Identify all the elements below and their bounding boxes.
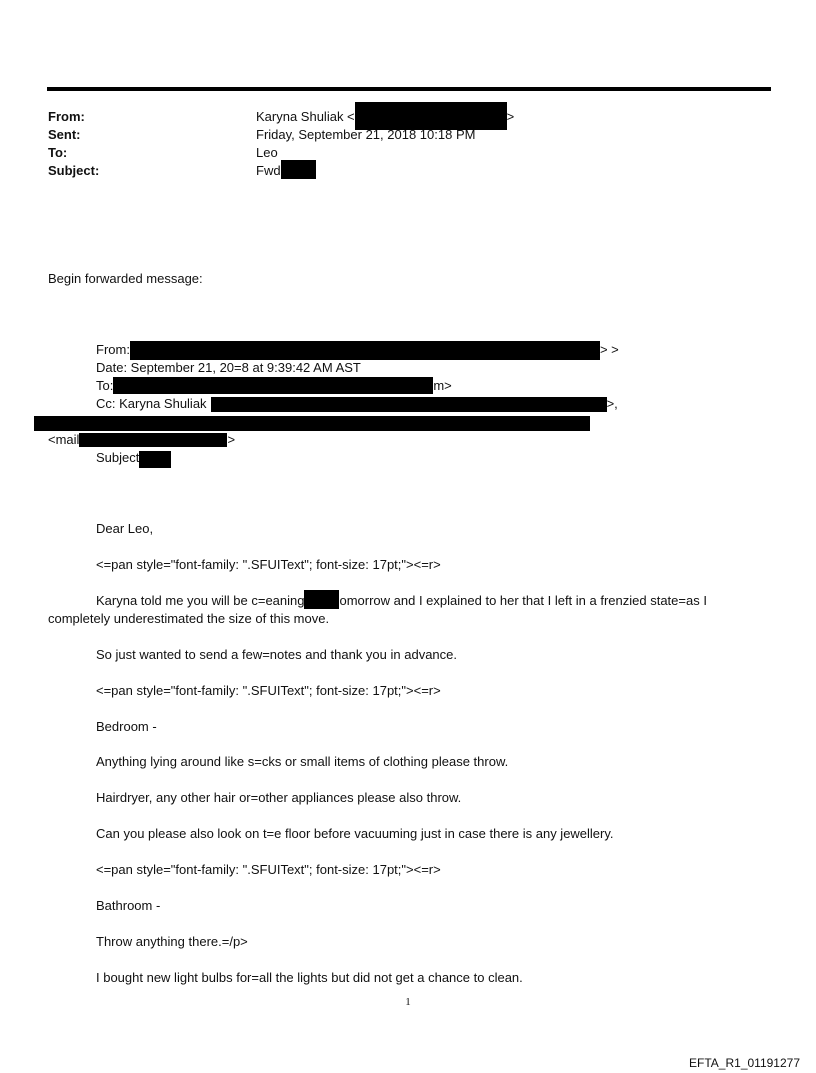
- subject-label: Subject:: [48, 163, 100, 178]
- from-name: Karyna Shuliak <: [256, 109, 355, 124]
- fw-mail-tail: >: [227, 432, 236, 447]
- greeting: Dear Leo,: [96, 521, 154, 536]
- paragraph-line: [96, 592, 707, 610]
- span-code-line: <=pan style="font-family: ".SFUIText"; font-size: 17pt;"><=r>: [96, 862, 441, 877]
- fw-cc-line: [96, 395, 618, 413]
- para1-after: omorrow and I explained to her that I left in a frenzied state=as I: [339, 593, 707, 608]
- redaction-block: [281, 160, 316, 179]
- redaction-block: [211, 397, 607, 412]
- fw-mail-prefix: <mail: [48, 432, 80, 447]
- from-label: From:: [48, 109, 85, 124]
- section-heading: Bathroom -: [96, 898, 161, 913]
- page-number: 1: [405, 996, 411, 1008]
- fw-from-label: From:: [96, 342, 130, 357]
- redaction-block: [130, 341, 600, 360]
- subject-value: [256, 162, 316, 180]
- fw-subject-label: Subject: [96, 450, 140, 465]
- paragraph-line: Hairdryer, any other hair or=other appliances please also throw.: [96, 790, 462, 805]
- paragraph-line: Anything lying around like s=cks or small items of clothing please throw.: [96, 754, 509, 769]
- paragraph-line: So just wanted to send a few=notes and thank you in advance.: [96, 647, 457, 662]
- fw-mail-line: [48, 431, 235, 449]
- paragraph-line: completely underestimated the size of this move.: [48, 611, 330, 626]
- fw-to-line: [96, 377, 452, 395]
- para1-start: Karyna told me you will be c=eaning: [96, 593, 305, 608]
- subject-text: Fwd: [256, 163, 281, 178]
- paragraph-line: Can you please also look on t=e floor before vacuuming just in case there is any jewellery.: [96, 826, 614, 841]
- span-code-line: <=pan style="font-family: ".SFUIText"; font-size: 17pt;"><=r>: [96, 557, 441, 572]
- fw-cc-tail: >,: [606, 396, 618, 411]
- fw-subject-line: [96, 449, 171, 468]
- to-label: To:: [48, 145, 68, 160]
- fw-cc-label: Cc: Karyna Shuliak: [96, 396, 207, 411]
- redaction-block: [79, 433, 227, 447]
- bates-number: EFTA_R1_01191277: [689, 1056, 800, 1070]
- paragraph-line: Throw anything there.=/p>: [96, 934, 248, 949]
- sent-label: Sent:: [48, 127, 81, 142]
- fw-from-line: [96, 341, 619, 360]
- redaction-block: [139, 451, 171, 468]
- fw-from-tail: > >: [599, 342, 619, 357]
- redaction-block: [113, 377, 433, 394]
- fw-date-line: Date: September 21, 20=8 at 9:39:42 AM AST: [96, 360, 361, 375]
- header-rule: [47, 87, 771, 91]
- fw-to-label: To:: [96, 378, 114, 393]
- sent-value: Friday, September 21, 2018 10:18 PM: [256, 127, 476, 142]
- from-tail: >: [506, 109, 515, 124]
- paragraph-line: I bought new light bulbs for=all the lights but did not get a chance to clean.: [96, 970, 523, 985]
- span-code-line: <=pan style="font-family: ".SFUIText"; font-size: 17pt;"><=r>: [96, 683, 441, 698]
- begin-forwarded-text: Begin forwarded message:: [48, 271, 203, 286]
- to-value: Leo: [256, 145, 278, 160]
- fw-to-tail: m>: [433, 378, 452, 393]
- redaction-block: [34, 416, 590, 431]
- section-heading: Bedroom -: [96, 719, 157, 734]
- redaction-block: [304, 590, 339, 609]
